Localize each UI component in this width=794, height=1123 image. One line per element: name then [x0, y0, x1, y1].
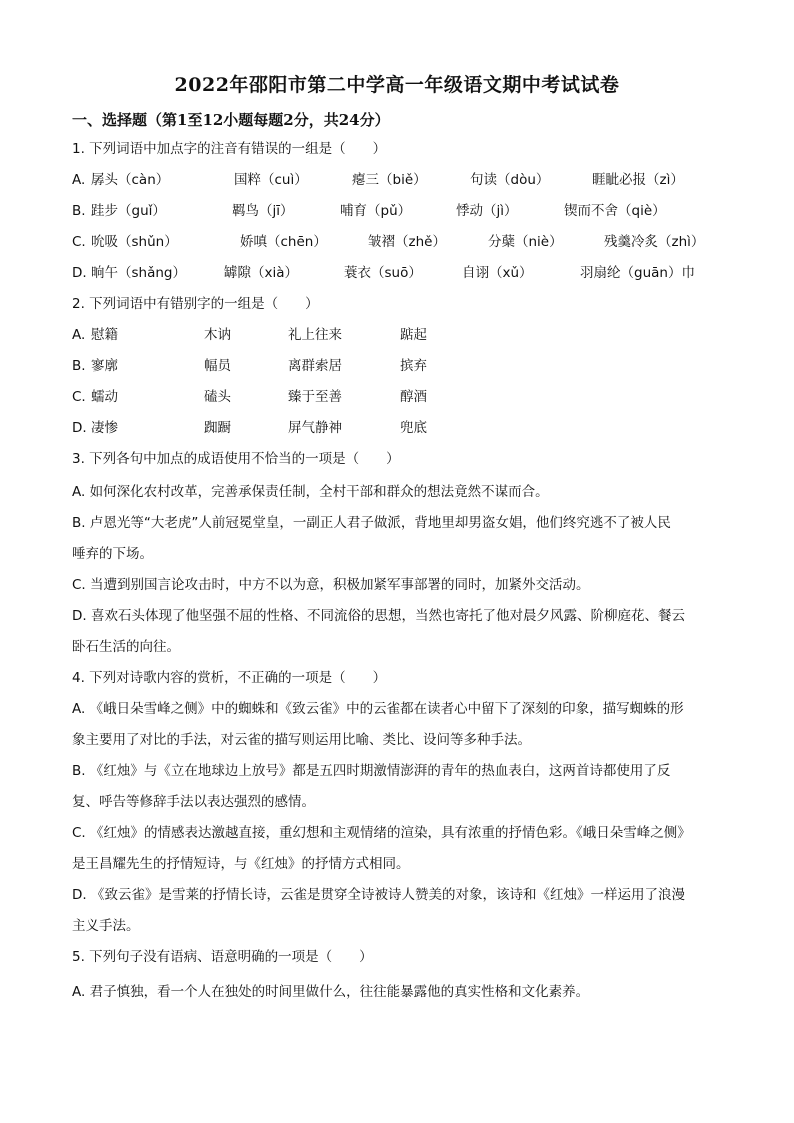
option-item: 幅员: [204, 358, 231, 374]
option-item: 晌午（shǎng）: [91, 265, 186, 281]
option-item: 离群索居: [288, 358, 342, 374]
option-item: 自诩（xǔ）: [462, 265, 533, 281]
option-item: 磕头: [204, 389, 231, 405]
option-item: 踮起: [400, 327, 427, 343]
question-4-option-b-cont: 复、呼告等修辞手法以表达强烈的感情。: [72, 794, 315, 810]
option-item: 羁鸟（jī）: [232, 203, 294, 219]
question-1-stem: 1. 下列词语中加点字的注音有错误的一组是（ ）: [72, 141, 387, 157]
question-4-option-d-cont: 主义手法。: [72, 918, 140, 934]
question-4-option-a: A. 《峨日朵雪峰之侧》中的蜘蛛和《致云雀》中的云雀都在读者心中留下了深刻的印象，描写蜘蛛的形: [72, 701, 684, 717]
question-4-option-a-cont: 象主要用了对比的手法，对云雀的描写则运用比喻、类比、设问等多种手法。: [72, 732, 531, 748]
option-item: 分蘖（niè）: [488, 234, 563, 250]
option-item: 哺育（pǔ）: [340, 203, 412, 219]
question-3-option-d: D. 喜欢石头体现了他坚强不屈的性格、不同流俗的思想，当然也寄托了他对晨夕风露、阶柳庭花、餐云: [72, 608, 685, 624]
option-item: 木讷: [204, 327, 231, 343]
option-letter: C.: [72, 389, 86, 405]
option-letter: B.: [72, 203, 86, 219]
option-item: 蠕动: [91, 389, 118, 405]
question-4-option-b: B. 《红烛》与《立在地球边上放号》都是五四时期激情澎湃的青年的热血表白，这两首诗都使用了反: [72, 763, 671, 779]
option-letter: C.: [72, 234, 86, 250]
option-item: 悸动（jì）: [456, 203, 518, 219]
question-3-option-b: B. 卢恩光等“大老虎”人前冠冕堂皇，一副正人君子做派，背地里却男盗女娼，他们终究逃不了被人民: [72, 515, 671, 531]
option-item: 吮吸（shǔn）: [91, 234, 178, 250]
option-item: 瘪三（biě）: [352, 172, 427, 188]
section-heading: 一、选择题（第1至12小题每题2分，共24分）: [72, 111, 390, 129]
question-4-option-d: D. 《致云雀》是雪莱的抒情长诗，云雀是贯穿全诗被诗人赞美的对象，该诗和《红烛》一样运用了浪漫: [72, 887, 685, 903]
question-3-stem: 3. 下列各句中加点的成语使用不恰当的一项是（ ）: [72, 451, 400, 467]
question-4-option-c-cont: 是王昌耀先生的抒情短诗，与《红烛》的抒情方式相同。: [72, 856, 410, 872]
option-item: 摈弃: [400, 358, 427, 374]
option-item: 句读（dòu）: [470, 172, 550, 188]
option-item: 睚眦必报（zì）: [592, 172, 684, 188]
option-letter: D.: [72, 265, 87, 281]
question-4-stem: 4. 下列对诗歌内容的赏析，不正确的一项是（ ）: [72, 670, 387, 686]
option-item: 踟蹰: [204, 420, 231, 436]
option-item: 凄惨: [91, 420, 118, 436]
option-item: 残羹冷炙（zhì）: [604, 234, 705, 250]
question-2-stem: 2. 下列词语中有错别字的一组是（ ）: [72, 296, 319, 312]
option-item: 国粹（cuì）: [234, 172, 308, 188]
question-3-option-a: A. 如何深化农村改革，完善承保责任制，全村干部和群众的想法竟然不谋而合。: [72, 484, 549, 500]
option-item: 皱褶（zhě）: [368, 234, 446, 250]
question-5-stem: 5. 下列句子没有语病、语意明确的一项是（ ）: [72, 949, 373, 965]
question-3-option-c: C. 当遭到别国言论攻击时，中方不以为意，积极加紧军事部署的同时，加紧外交活动。: [72, 577, 590, 593]
option-item: 羽扇纶（guān）巾: [580, 265, 695, 281]
question-5-option-a: A. 君子慎独，看一个人在独处的时间里做什么，往往能暴露他的真实性格和文化素养。: [72, 984, 590, 1000]
question-3-option-d-cont: 卧石生活的向往。: [72, 639, 180, 655]
option-item: 兜底: [400, 420, 427, 436]
option-letter: D.: [72, 420, 87, 436]
option-item: 屏气静神: [288, 420, 342, 436]
option-item: 礼上往来: [288, 327, 342, 343]
option-letter: A.: [72, 172, 86, 188]
option-item: 醇酒: [400, 389, 427, 405]
option-item: 锲而不舍（qiè）: [564, 203, 666, 219]
question-4-option-c: C. 《红烛》的情感表达激越直接，重幻想和主观情绪的渲染，具有浓重的抒情色彩。《峨日朵雪峰之侧》: [72, 825, 691, 841]
option-letter: B.: [72, 358, 86, 374]
option-item: 寥廓: [91, 358, 118, 374]
option-item: 蓑衣（suō）: [344, 265, 422, 281]
option-item: 跬步（guǐ）: [91, 203, 166, 219]
page-title: 2022年邵阳市第二中学高一年级语文期中考试试卷: [174, 74, 620, 96]
option-item: 臻于至善: [288, 389, 342, 405]
option-item: 慰籍: [91, 327, 118, 343]
option-item: 娇嗔（chēn）: [240, 234, 327, 250]
option-item: 孱头（càn）: [91, 172, 170, 188]
option-item: 罅隙（xià）: [224, 265, 299, 281]
option-letter: A.: [72, 327, 86, 343]
question-3-option-b-cont: 唾弃的下场。: [72, 546, 153, 562]
